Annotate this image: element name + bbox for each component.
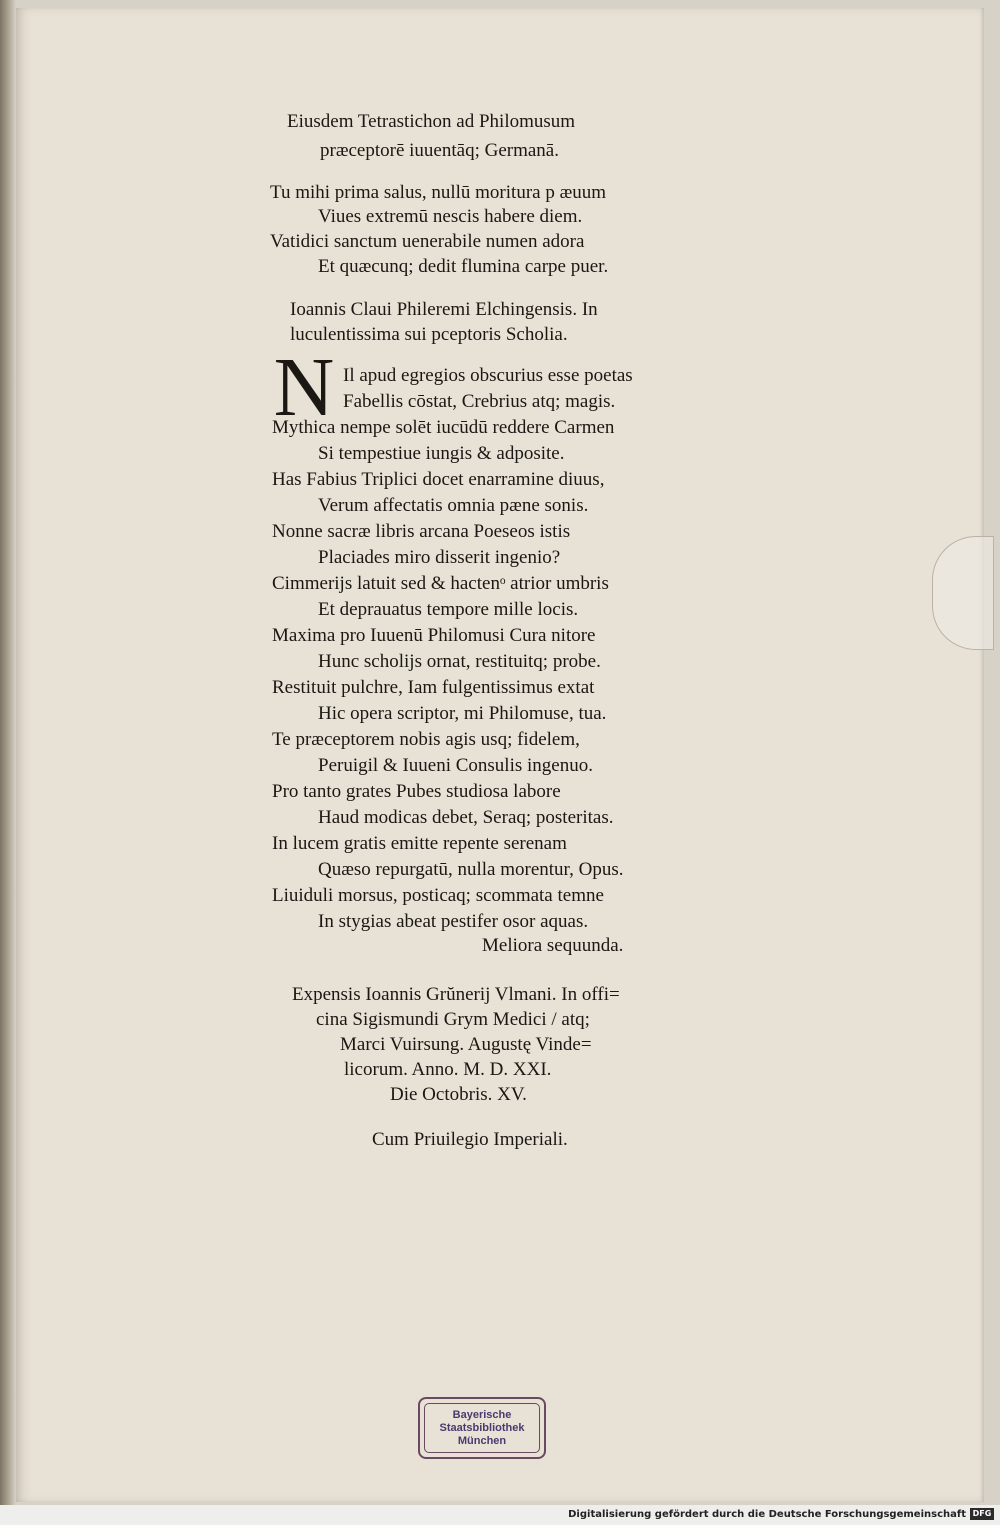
poem-line: Verum affectatis omnia pæne sonis. xyxy=(318,495,589,516)
poem-line: Et deprauatus tempore mille locis. xyxy=(318,599,579,620)
poem-line: Peruigil & Iuueni Consulis ingenuo. xyxy=(318,755,593,776)
header-line-2: præceptorē iuuentāq; Germanā. xyxy=(320,140,559,161)
header-line-1: Eiusdem Tetrastichon ad Philomusum xyxy=(287,111,576,132)
paper-tab-edge xyxy=(932,536,994,650)
poem-line: Hic opera scriptor, mi Philomuse, tua. xyxy=(318,703,607,724)
binding-gutter xyxy=(0,0,16,1505)
poem-line: Nonne sacræ libris arcana Poeseos istis xyxy=(272,521,571,542)
tetrastich-line-1: Tu mihi prima salus, nullū moritura p æuum xyxy=(270,182,607,203)
tetrastich-line-2: Viues extremū nescis habere diem. xyxy=(318,206,583,227)
poem-heading-line-1: Ioannis Claui Phileremi Elchingensis. In xyxy=(290,299,598,320)
privilege-line: Cum Priuilegio Imperiali. xyxy=(372,1129,568,1150)
poem-line: Liuiduli morsus, posticaq; scommata temne xyxy=(272,885,604,906)
poem-line: Si tempestiue iungis & adposite. xyxy=(318,443,565,464)
colophon-line: Die Octobris. XV. xyxy=(390,1084,527,1105)
poem-line: Maxima pro Iuuenū Philomusi Cura nitore xyxy=(272,625,596,646)
stamp-line-1: Bayerische xyxy=(452,1408,512,1421)
poem-line: Hunc scholijs ornat, restituitq; probe. xyxy=(318,651,601,672)
tetrastich-line-4: Et quæcunq; dedit flumina carpe puer. xyxy=(318,256,609,277)
colophon-line: Marci Vuirsung. Augustę Vinde= xyxy=(340,1034,592,1055)
colophon-line: licorum. Anno. M. D. XXI. xyxy=(344,1059,552,1080)
dfg-logo: DFG xyxy=(970,1508,994,1520)
stamp-line-2: Staatsbibliothek xyxy=(439,1421,525,1434)
poem-line: Te præceptorem nobis agis usq; fidelem, xyxy=(272,729,580,750)
poem-line: Pro tanto grates Pubes studiosa labore xyxy=(272,781,561,802)
poem-line: Quæso repurgatū, nulla morentur, Opus. xyxy=(318,859,624,880)
stamp-line-3: München xyxy=(457,1434,507,1447)
colophon-line: cina Sigismundi Grym Medici / atq; xyxy=(316,1009,590,1030)
funding-notice: Digitalisierung gefördert durch die Deutsche Forschungsgemeinschaft xyxy=(568,1509,966,1520)
poem-line: Haud modicas debet, Seraq; posteritas. xyxy=(318,807,614,828)
poem-line: In stygias abeat pestifer osor aquas. xyxy=(318,911,589,932)
poem-line: Il apud egregios obscurius esse poetas xyxy=(343,365,633,386)
poem-heading-line-2: luculentissima sui pceptoris Scholia. xyxy=(290,324,568,345)
poem-closing: Meliora sequunda. xyxy=(482,935,624,956)
poem-line: Mythica nempe solēt iucūdū reddere Carmen xyxy=(272,417,615,438)
poem-line: Fabellis cōstat, Crebrius atq; magis. xyxy=(343,391,616,412)
poem-line: Has Fabius Triplici docet enarramine diuus, xyxy=(272,469,605,490)
poem-line: In lucem gratis emitte repente serenam xyxy=(272,833,567,854)
tetrastich-line-3: Vatidici sanctum uenerabile numen adora xyxy=(270,231,585,252)
poem-line: Placiades miro disserit ingenio? xyxy=(318,547,561,568)
poem-line: Cimmerijs latuit sed & hactenᵒ atrior umbris xyxy=(272,573,609,594)
colophon-line: Expensis Ioannis Grŭnerij Vlmani. In offi= xyxy=(292,984,620,1005)
poem-dropcap: N xyxy=(273,341,335,434)
library-stamp xyxy=(418,1397,546,1459)
poem-line: Restituit pulchre, Iam fulgentissimus extat xyxy=(272,677,595,698)
